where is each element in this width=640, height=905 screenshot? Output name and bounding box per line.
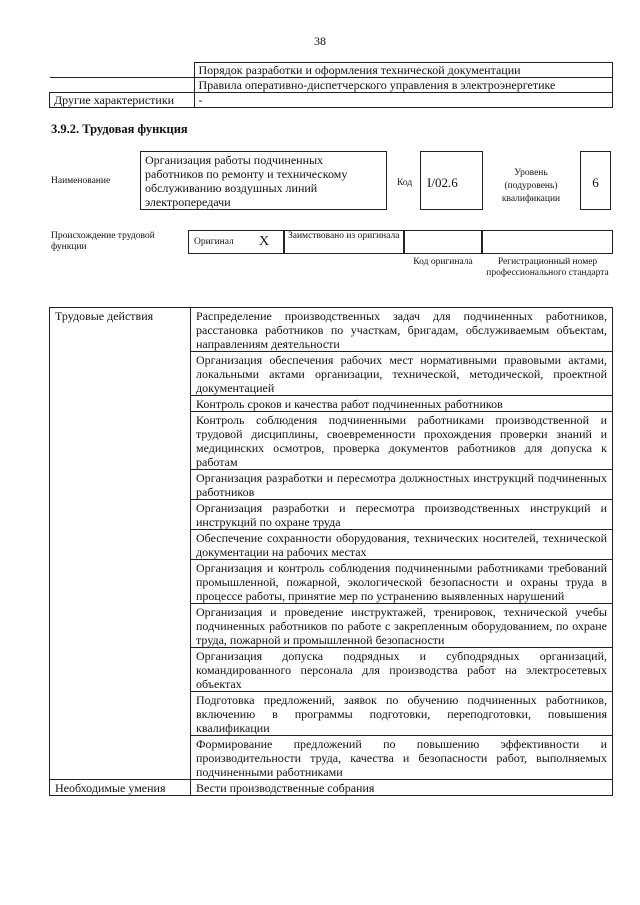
actions-label: Трудовые действия <box>50 308 191 780</box>
table-cell: - <box>194 93 613 108</box>
action-item: Организация и контроль соблюдения подчиненными работниками требований промышленной, пожарной, экологической безопасности и охраны труда в процессе работы, принятие мер по устранению выявленных нарушений <box>191 560 613 604</box>
borrowed-cell: Заимствовано из оригинала <box>284 230 404 254</box>
action-item: Организация и проведение инструктажей, тренировок, технической учебы подчиненных работников по работе с закрепленным оборудованием, по охране труда, пожарной и промышленной безопасности <box>191 604 613 648</box>
table-cell <box>50 63 195 78</box>
action-item: Распределение производственных задач для подчиненных работников, расстановка работников по участкам, бригадам, обслуживаемым объектам, направлениям деятельности <box>191 308 613 352</box>
page-number: 38 <box>314 34 326 48</box>
action-item: Подготовка предложений, заявок по обучению подчиненных работников, включению в программы подготовки, переподготовки, повышения квалификации <box>191 692 613 736</box>
function-name-box: Организация работы подчиненных работников по ремонту и техническому обслуживанию воздушных линий электропередачи <box>140 151 387 210</box>
table-cell: Правила оперативно-диспетчерского управления в электроэнергетике <box>194 78 613 93</box>
reg-number-caption: Регистрационный номер профессионального стандарта <box>486 257 609 278</box>
origin-label: Происхождение трудовой функции <box>51 231 155 252</box>
table-row <box>50 63 613 78</box>
table-row <box>50 78 613 93</box>
table-cell: Порядок разработки и оформления технической документации <box>194 63 613 78</box>
action-item: Организация разработки и пересмотра производственных инструкций и инструкций по охране труда <box>191 500 613 530</box>
skill-item: Вести производственные собрания <box>191 780 613 796</box>
action-item: Формирование предложений по повышению эффективности и производительности труда, качества и безопасности работ, выполняемых подчиненными работниками <box>191 736 613 780</box>
reg-number-cell <box>482 230 613 254</box>
name-label: Наименование <box>51 176 111 186</box>
function-code-box: I/02.6 <box>420 151 483 210</box>
original-code-caption: Код оригинала <box>413 257 473 267</box>
action-item: Обеспечение сохранности оборудования, технических носителей, технической документации на рабочих местах <box>191 530 613 560</box>
table-row <box>50 93 613 108</box>
skills-label: Необходимые умения <box>50 780 191 796</box>
original-cell <box>188 230 284 254</box>
table-cell <box>50 78 195 93</box>
action-item: Организация обеспечения рабочих мест нормативными правовыми актами, локальными актами организации, технической, методической, проектной документацией <box>191 352 613 396</box>
top-characteristics-table <box>49 62 613 108</box>
original-mark: X <box>259 234 270 249</box>
original-code-cell <box>404 230 482 254</box>
labor-actions-table <box>49 307 613 796</box>
level-value-box: 6 <box>580 151 611 210</box>
level-label: Уровень (подуровень) квалификации <box>501 168 561 204</box>
table-cell: Другие характеристики <box>50 93 195 108</box>
action-item: Контроль соблюдения подчиненными работниками производственной и трудовой дисциплины, своевременности прохождения проверки знаний и медицинских осмотров, проверка документов работников для допуска к работам <box>191 412 613 470</box>
section-title: 3.9.2. Трудовая функция <box>51 122 188 136</box>
action-item: Организация допуска подрядных и субподрядных организаций, командированного персонала для производства работ на электросетевых объектах <box>191 648 613 692</box>
table-row <box>50 780 613 796</box>
action-item: Организация разработки и пересмотра должностных инструкций подчиненных работников <box>191 470 613 500</box>
action-item: Контроль сроков и качества работ подчиненных работников <box>191 396 613 412</box>
original-label: Оригинал <box>194 237 234 247</box>
code-label: Код <box>397 178 413 188</box>
table-row <box>50 308 613 352</box>
